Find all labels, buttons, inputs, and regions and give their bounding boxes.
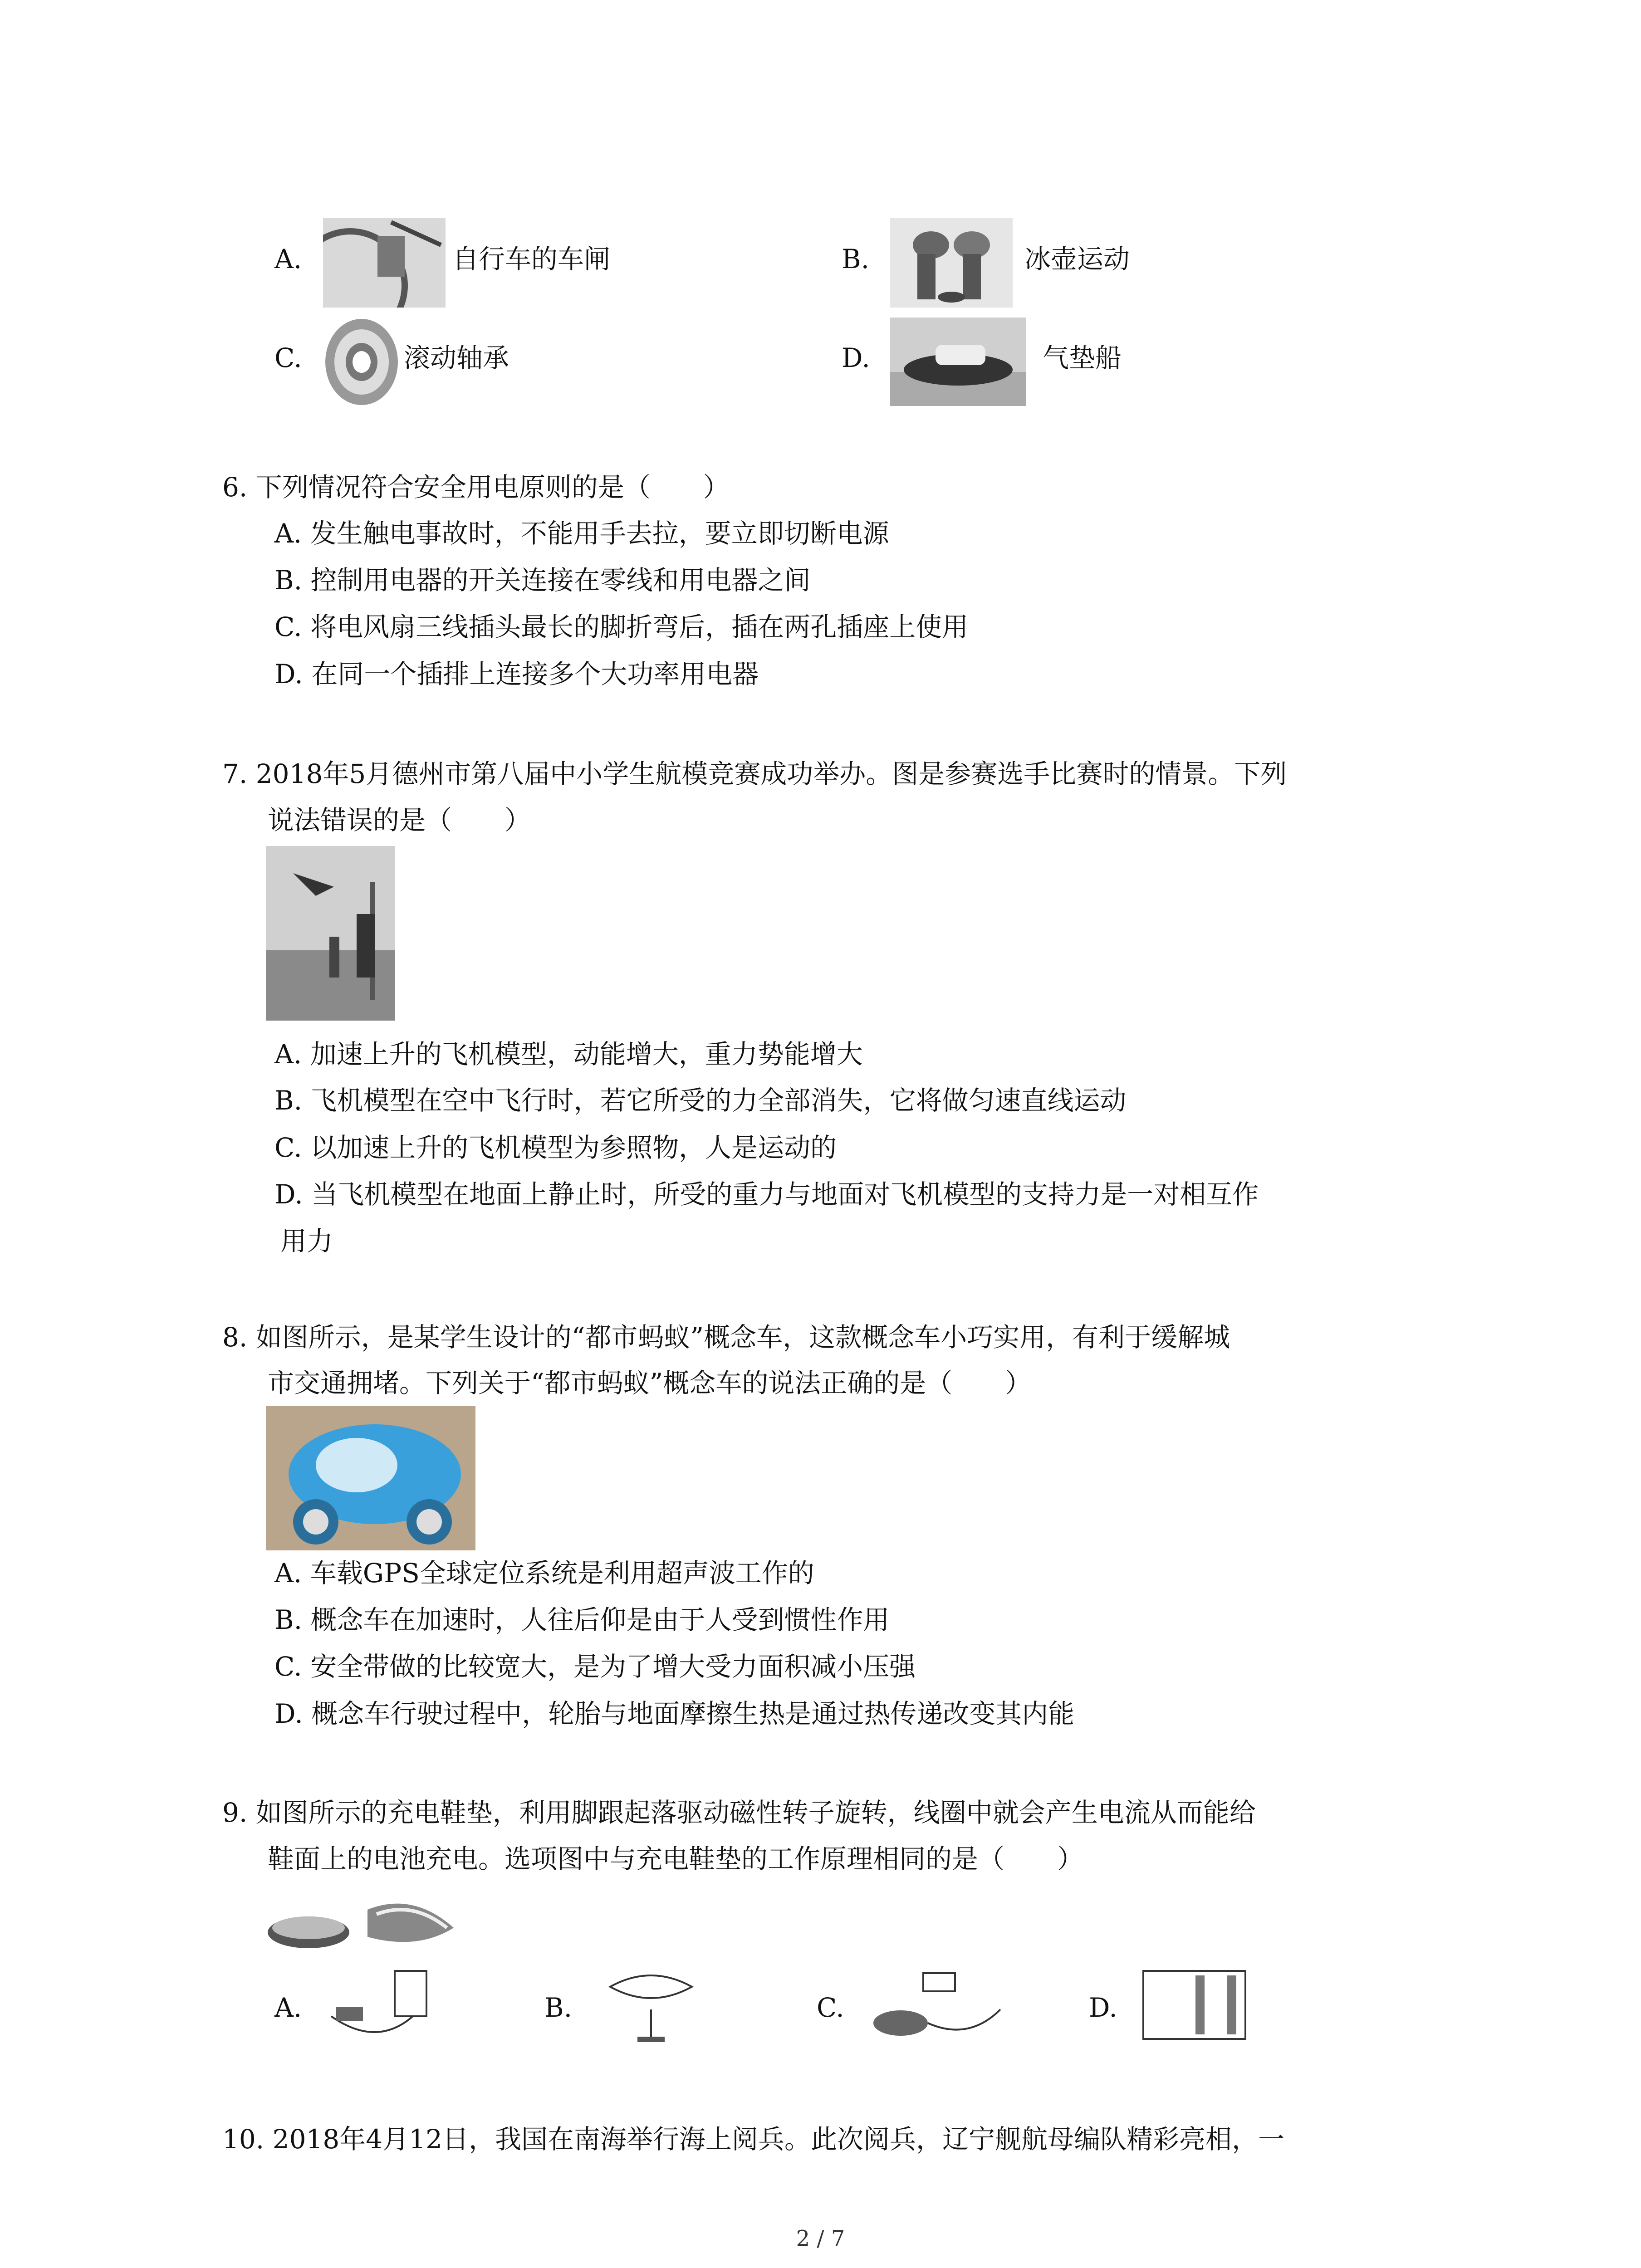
curling-image bbox=[890, 218, 1013, 308]
q5-option-c-letter: C. bbox=[274, 342, 302, 373]
q9-option-a-diagram bbox=[322, 1962, 436, 2043]
rolling-bearing-image bbox=[323, 318, 400, 406]
q9-option-d-diagram bbox=[1139, 1962, 1252, 2046]
concept-car-image bbox=[266, 1406, 475, 1550]
q8-option-b: B. 概念车在加速时，人往后仰是由于人受到惯性作用 bbox=[274, 1604, 890, 1635]
q9-option-c-diagram bbox=[864, 1960, 1014, 2046]
q7-option-d-continued: 用力 bbox=[280, 1226, 333, 1256]
q6-stem: 6. 下列情况符合安全用电原则的是（ ） bbox=[222, 472, 730, 503]
model-aircraft-image bbox=[266, 846, 395, 1021]
q5-option-b-text: 冰壶运动 bbox=[1024, 244, 1130, 274]
q9-option-a-letter: A. bbox=[274, 1992, 302, 2023]
q5-option-d-text: 气垫船 bbox=[1043, 342, 1122, 373]
q6-option-b: B. 控制用电器的开关连接在零线和用电器之间 bbox=[274, 565, 811, 596]
q10-stem-line1: 10. 2018年4月12日，我国在南海举行海上阅兵。此次阅兵，辽宁舰航母编队精彩亮相，一 bbox=[222, 2124, 1284, 2155]
q8-option-c: C. 安全带做的比较宽大，是为了增大受力面积减小压强 bbox=[274, 1651, 916, 1682]
q9-option-d-letter: D. bbox=[1089, 1992, 1117, 2023]
q5-option-c-text: 滚动轴承 bbox=[404, 342, 509, 373]
q8-option-d: D. 概念车行驶过程中，轮胎与地面摩擦生热是通过热传递改变其内能 bbox=[274, 1698, 1075, 1729]
q7-stem-line1: 7. 2018年5月德州市第八届中小学生航模竞赛成功举办。图是参赛选手比赛时的情景。下列 bbox=[222, 758, 1287, 789]
q6-option-a: A. 发生触电事故时，不能用手去拉，要立即切断电源 bbox=[274, 518, 889, 549]
q5-option-a-letter: A. bbox=[274, 244, 302, 274]
q5-option-d-letter: D. bbox=[842, 342, 870, 373]
q9-option-b-diagram bbox=[601, 1960, 703, 2046]
q5-option-a-text: 自行车的车闸 bbox=[452, 244, 611, 274]
hovercraft-image bbox=[890, 318, 1026, 406]
page-number: 2 / 7 bbox=[796, 2226, 845, 2251]
q9-option-b-letter: B. bbox=[544, 1992, 573, 2023]
q9-stem-line2: 鞋面上的电池充电。选项图中与充电鞋垫的工作原理相同的是（ ） bbox=[268, 1843, 1084, 1874]
q9-stem-line1: 9. 如图所示的充电鞋垫，利用脚跟起落驱动磁性转子旋转，线圈中就会产生电流从而能给 bbox=[222, 1797, 1256, 1828]
q5-option-b-letter: B. bbox=[842, 244, 870, 274]
q7-option-a: A. 加速上升的飞机模型，动能增大，重力势能增大 bbox=[274, 1039, 863, 1070]
q8-stem-line2: 市交通拥堵。下列关于“都市蚂蚁”概念车的说法正确的是（ ） bbox=[268, 1368, 1032, 1398]
q9-option-c-letter: C. bbox=[817, 1992, 844, 2023]
q7-stem-line2: 说法错误的是（ ） bbox=[268, 805, 531, 836]
charging-insole-image bbox=[268, 1882, 458, 1955]
q7-option-d: D. 当飞机模型在地面上静止时，所受的重力与地面对飞机模型的支持力是一对相互作 bbox=[274, 1179, 1259, 1210]
q7-option-b: B. 飞机模型在空中飞行时，若它所受的力全部消失，它将做匀速直线运动 bbox=[274, 1085, 1127, 1116]
q8-option-a: A. 车载GPS全球定位系统是利用超声波工作的 bbox=[274, 1558, 814, 1589]
q7-option-c: C. 以加速上升的飞机模型为参照物，人是运动的 bbox=[274, 1132, 837, 1163]
q6-option-d: D. 在同一个插排上连接多个大功率用电器 bbox=[274, 659, 759, 689]
bicycle-brake-image bbox=[323, 218, 446, 308]
q8-stem-line1: 8. 如图所示，是某学生设计的“都市蚂蚁”概念车，这款概念车小巧实用，有利于缓解城 bbox=[222, 1322, 1230, 1353]
q6-option-c: C. 将电风扇三线插头最长的脚折弯后，插在两孔插座上使用 bbox=[274, 611, 969, 642]
